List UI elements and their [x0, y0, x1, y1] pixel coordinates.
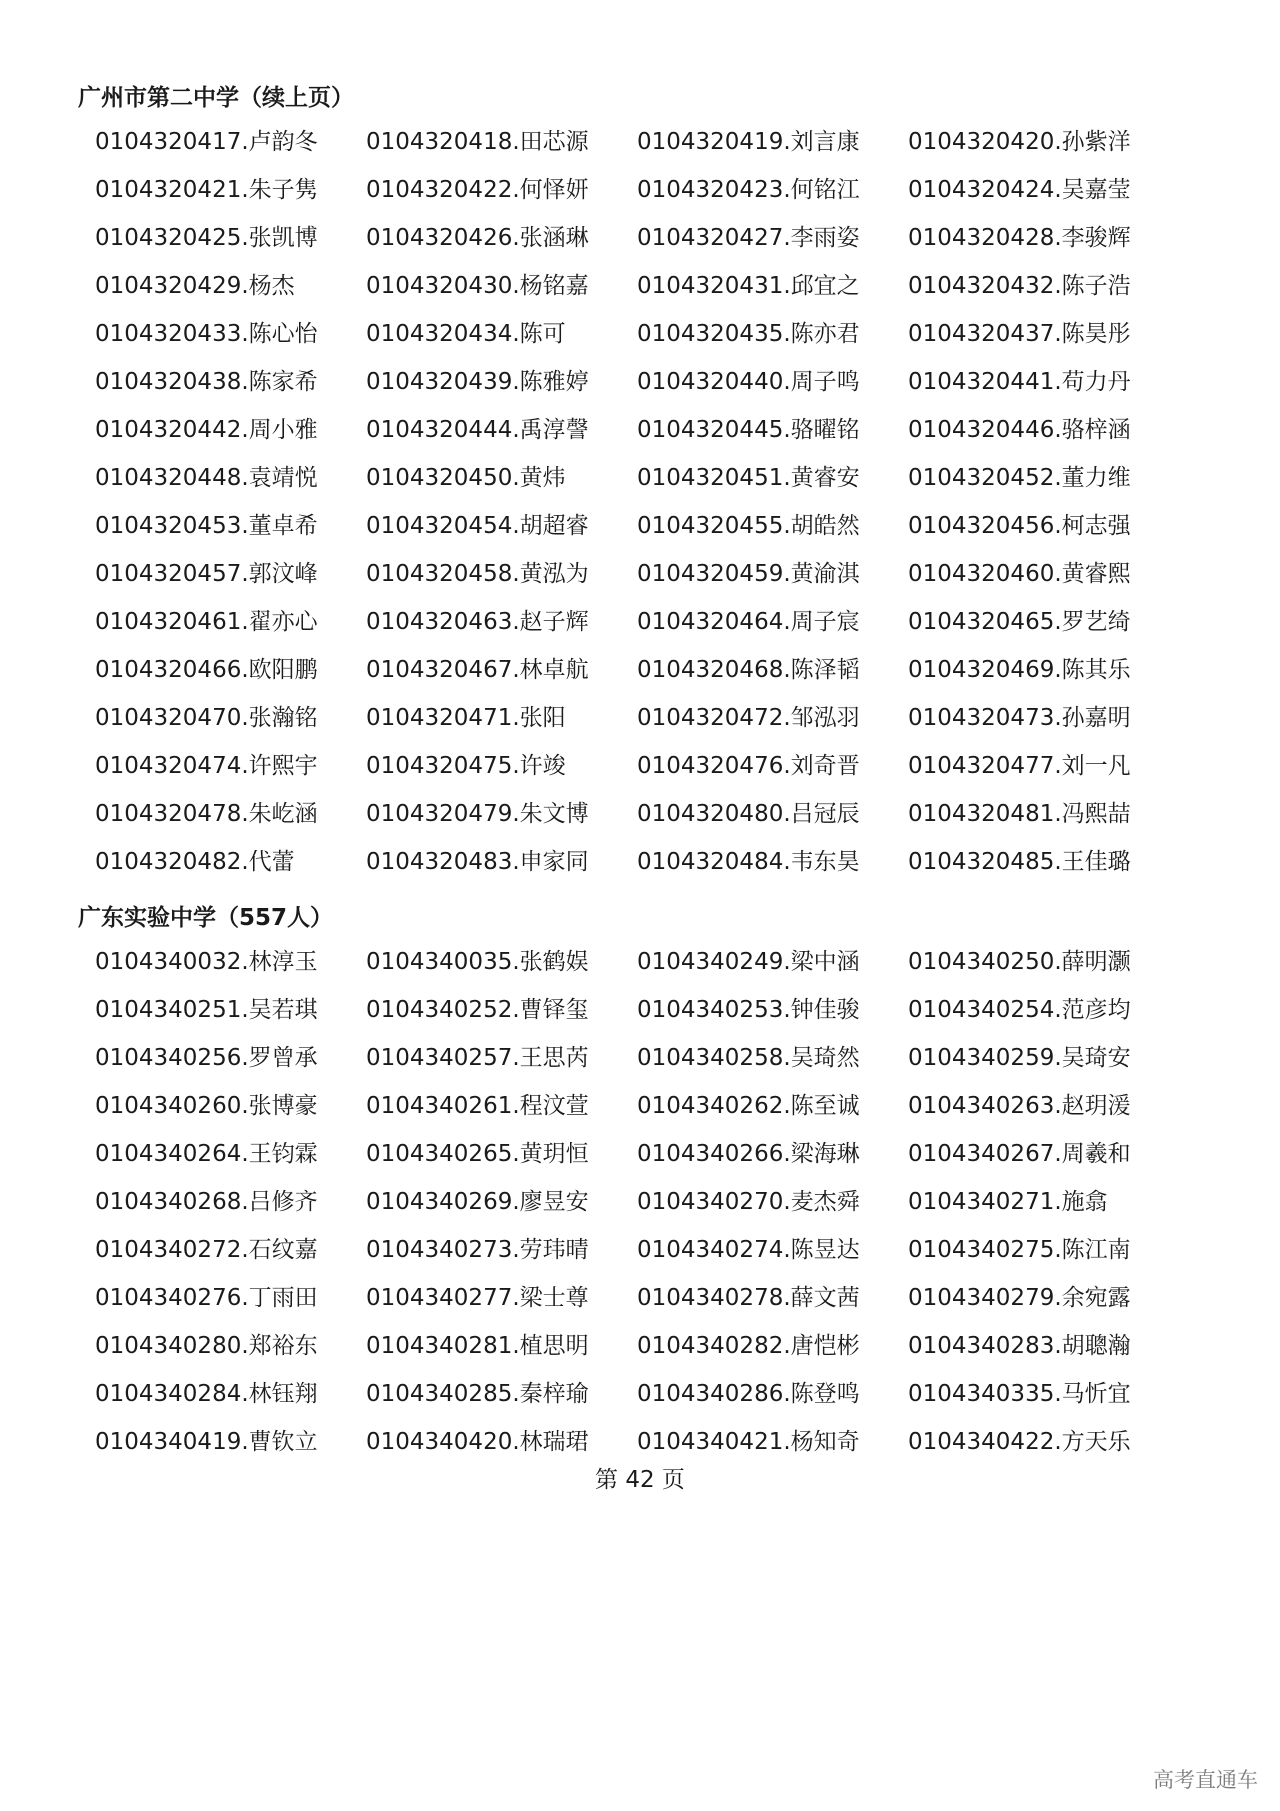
student-entry: 0104320475.许竣 [366, 753, 566, 779]
student-entry: 0104340421.杨知奇 [637, 1429, 860, 1455]
student-entry: 0104320428.李骏辉 [908, 225, 1131, 251]
student-entry: 0104340268.吕修齐 [95, 1189, 318, 1215]
student-entry: 0104320459.黄渝淇 [637, 561, 860, 587]
student-entry: 0104340277.梁士尊 [366, 1285, 589, 1311]
student-entry: 0104320466.欧阳鹏 [95, 657, 318, 683]
student-entry: 0104340263.赵玥湲 [908, 1093, 1131, 1119]
student-entry: 0104320431.邱宜之 [637, 273, 860, 299]
student-entry: 0104320476.刘奇晋 [637, 753, 860, 779]
student-entry: 0104340264.王钧霖 [95, 1141, 318, 1167]
student-entry: 0104320473.孙嘉明 [908, 705, 1131, 731]
student-entry: 0104340259.吴琦安 [908, 1045, 1131, 1071]
student-entry: 0104340273.劳玮晴 [366, 1237, 589, 1263]
school-section-guangzhou-no2 [78, 78, 1218, 886]
student-entry: 0104320470.张瀚铭 [95, 705, 318, 731]
student-entry: 0104340275.陈江南 [908, 1237, 1131, 1263]
student-entry: 0104320423.何铭江 [637, 177, 860, 203]
student-entry: 0104340257.王思芮 [366, 1045, 589, 1071]
student-entry: 0104340283.胡聰瀚 [908, 1333, 1131, 1359]
student-entry: 0104340270.麦杰舜 [637, 1189, 860, 1215]
student-entry: 0104320425.张凯博 [95, 225, 318, 251]
student-entry: 0104340276.丁雨田 [95, 1285, 318, 1311]
student-entry: 0104340267.周羲和 [908, 1141, 1131, 1167]
student-entry: 0104320454.胡超睿 [366, 513, 589, 539]
student-entry: 0104340032.林淳玉 [95, 949, 318, 975]
student-entry: 0104320471.张阳 [366, 705, 566, 731]
student-entry: 0104320474.许熙宇 [95, 753, 318, 779]
student-entry: 0104320460.黄睿熙 [908, 561, 1131, 587]
student-entry: 0104320417.卢韵冬 [95, 129, 318, 155]
student-entry: 0104320485.王佳璐 [908, 849, 1131, 875]
student-entry: 0104320424.吴嘉莹 [908, 177, 1131, 203]
student-entry: 0104320463.赵子辉 [366, 609, 589, 635]
page-number: 第 42 页 [595, 1467, 685, 1493]
student-entry: 0104340260.张博豪 [95, 1093, 318, 1119]
student-entry: 0104320467.林卓航 [366, 657, 589, 683]
student-entry: 0104320426.张涵琳 [366, 225, 589, 251]
student-entry: 0104340278.薛文茜 [637, 1285, 860, 1311]
student-entry: 0104320435.陈亦君 [637, 321, 860, 347]
student-entry: 0104340279.余宛露 [908, 1285, 1131, 1311]
student-entry: 0104340335.马忻宜 [908, 1381, 1131, 1407]
student-entry: 0104320483.申家同 [366, 849, 589, 875]
section-title: 广东实验中学（557人） [78, 905, 334, 931]
student-entry: 0104320480.吕冠辰 [637, 801, 860, 827]
student-entry: 0104340281.植思明 [366, 1333, 589, 1359]
school-section-guangdong-experimental [78, 898, 1218, 1466]
student-entry: 0104320422.何怿妍 [366, 177, 589, 203]
student-entry: 0104340251.吴若琪 [95, 997, 318, 1023]
student-entry: 0104340266.梁海琳 [637, 1141, 860, 1167]
student-entry: 0104320455.胡皓然 [637, 513, 860, 539]
student-entry: 0104320451.黄睿安 [637, 465, 860, 491]
student-entry: 0104320464.周子宸 [637, 609, 860, 635]
student-entry: 0104320477.刘一凡 [908, 753, 1131, 779]
student-entry: 0104340254.范彦均 [908, 997, 1131, 1023]
student-entry: 0104320432.陈子浩 [908, 273, 1131, 299]
student-entry: 0104340271.施翕 [908, 1189, 1108, 1215]
student-entry: 0104340250.薛明灏 [908, 949, 1131, 975]
student-entry: 0104340262.陈至诚 [637, 1093, 860, 1119]
student-entry: 0104320456.柯志强 [908, 513, 1131, 539]
student-entry: 0104340258.吴琦然 [637, 1045, 860, 1071]
student-entry: 0104320442.周小雅 [95, 417, 318, 443]
student-entry: 0104340422.方天乐 [908, 1429, 1131, 1455]
student-entry: 0104320461.翟亦心 [95, 609, 318, 635]
student-entry: 0104340282.唐恺彬 [637, 1333, 860, 1359]
student-entry: 0104340272.石纹嘉 [95, 1237, 318, 1263]
student-entry: 0104320444.禹淳謦 [366, 417, 589, 443]
watermark-text: 高考直通车 [1153, 1768, 1258, 1792]
student-entry: 0104320481.冯熙喆 [908, 801, 1131, 827]
student-entry: 0104320441.苟力丹 [908, 369, 1131, 395]
student-entry: 0104320458.黄泓为 [366, 561, 589, 587]
student-entry: 0104320445.骆曜铭 [637, 417, 860, 443]
student-entry: 0104320420.孙紫洋 [908, 129, 1131, 155]
student-entry: 0104320419.刘言康 [637, 129, 860, 155]
student-entry: 0104320418.田芯源 [366, 129, 589, 155]
student-entry: 0104340249.梁中涵 [637, 949, 860, 975]
student-entry: 0104320452.董力维 [908, 465, 1131, 491]
student-entry: 0104320465.罗艺绮 [908, 609, 1131, 635]
student-entry: 0104340419.曹钦立 [95, 1429, 318, 1455]
student-entry: 0104320440.周子鸣 [637, 369, 860, 395]
student-entry: 0104320421.朱子隽 [95, 177, 318, 203]
student-entry: 0104320457.郭汶峰 [95, 561, 318, 587]
student-entry: 0104340284.林钰翔 [95, 1381, 318, 1407]
student-entry: 0104340280.郑裕东 [95, 1333, 318, 1359]
student-entry: 0104340265.黄玥恒 [366, 1141, 589, 1167]
student-entry: 0104320439.陈雅婷 [366, 369, 589, 395]
student-entry: 0104320427.李雨姿 [637, 225, 860, 251]
student-entry: 0104340420.林瑞珺 [366, 1429, 589, 1455]
student-entry: 0104320429.杨杰 [95, 273, 295, 299]
student-entry: 0104340286.陈登鸣 [637, 1381, 860, 1407]
student-entry: 0104320434.陈可 [366, 321, 566, 347]
student-entry: 0104320468.陈泽韬 [637, 657, 860, 683]
student-entry: 0104340252.曹铎玺 [366, 997, 589, 1023]
student-entry: 0104320478.朱屹涵 [95, 801, 318, 827]
student-entry: 0104320450.黄炜 [366, 465, 566, 491]
student-list-grid [95, 938, 1218, 1466]
student-entry: 0104320433.陈心怡 [95, 321, 318, 347]
student-entry: 0104320448.袁靖悦 [95, 465, 318, 491]
student-entry: 0104340253.钟佳骏 [637, 997, 860, 1023]
student-entry: 0104320437.陈昊彤 [908, 321, 1131, 347]
student-list-grid [95, 118, 1218, 886]
section-title: 广州市第二中学（续上页） [78, 85, 354, 111]
student-entry: 0104320484.韦东昊 [637, 849, 860, 875]
student-entry: 0104320472.邹泓羽 [637, 705, 860, 731]
student-entry: 0104340035.张鹤娱 [366, 949, 589, 975]
student-entry: 0104320479.朱文博 [366, 801, 589, 827]
student-entry: 0104340256.罗曾承 [95, 1045, 318, 1071]
student-entry: 0104320446.骆梓涵 [908, 417, 1131, 443]
student-entry: 0104340274.陈昱达 [637, 1237, 860, 1263]
student-entry: 0104320430.杨铭嘉 [366, 273, 589, 299]
student-entry: 0104320438.陈家希 [95, 369, 318, 395]
student-entry: 0104320469.陈其乐 [908, 657, 1131, 683]
student-entry: 0104340269.廖昱安 [366, 1189, 589, 1215]
student-entry: 0104320482.代蕾 [95, 849, 295, 875]
student-entry: 0104340261.程汶萱 [366, 1093, 589, 1119]
student-entry: 0104340285.秦梓瑜 [366, 1381, 589, 1407]
student-entry: 0104320453.董卓希 [95, 513, 318, 539]
